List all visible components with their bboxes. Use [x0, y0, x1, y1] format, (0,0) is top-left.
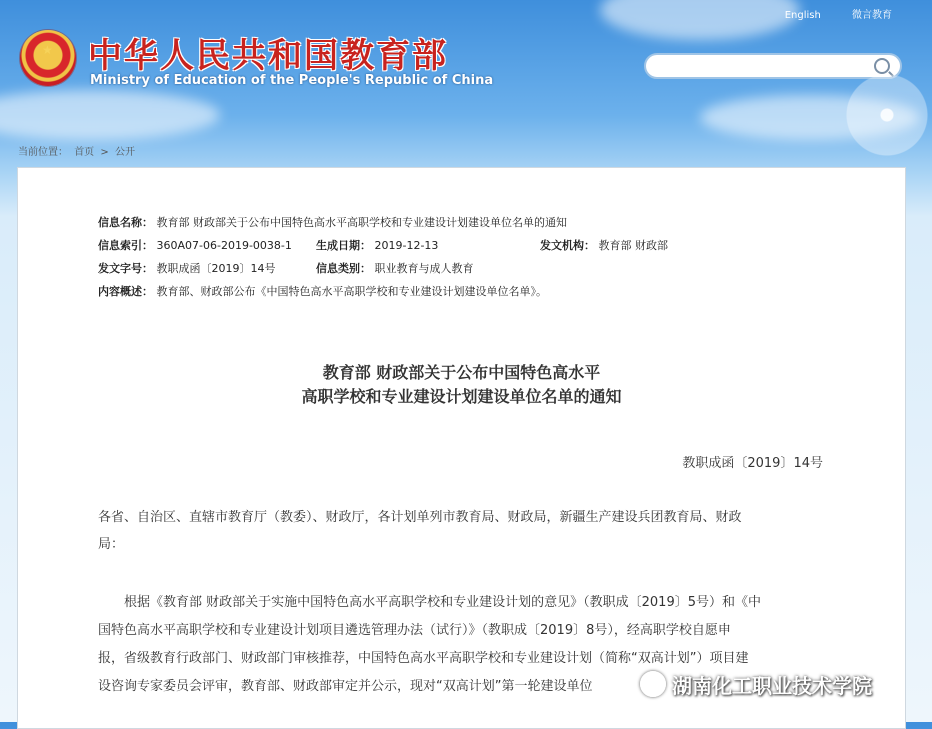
- document-title-line-1: 教育部 财政部关于公布中国特色高水平: [322, 363, 601, 382]
- addressee-line-1: 各省、自治区、直辖市教育厅（教委）、财政厅，各计划单列市教育局、财政局，新疆生产建设兵团教育局、财政: [98, 510, 742, 525]
- meta-value: 职业教育与成人教育: [374, 262, 474, 275]
- paragraph-line-3: 报，省级教育行政部门、财政部门审核推荐，中国特色高水平高职学校和专业建设计划（简称“双高计划”）项目建: [98, 651, 749, 666]
- dandelion-decoration: [842, 70, 932, 160]
- breadcrumb-prefix: 当前位置：: [18, 147, 68, 158]
- cloud-decoration: [0, 90, 220, 140]
- meta-value: 教职成函〔2019〕14号: [156, 262, 276, 275]
- top-links: [757, 6, 892, 21]
- addressee-line-2: 局：: [98, 537, 125, 552]
- watermark: [640, 670, 872, 699]
- breadcrumb-separator: >: [100, 147, 109, 158]
- breadcrumb-home[interactable]: 首页: [74, 147, 95, 158]
- meta-value: 教育部 财政部关于公布中国特色高水平高职学校和专业建设计划建设单位名单的通知: [156, 216, 567, 229]
- weiyan-link[interactable]: 微言教育: [852, 10, 892, 21]
- breadcrumb: [18, 143, 138, 158]
- meta-row-docno: [98, 260, 276, 276]
- document-title-line-2: 高职学校和专业建设计划建设单位名单的通知: [301, 387, 622, 406]
- search-box: [644, 53, 902, 79]
- wechat-logo-icon: [640, 671, 666, 697]
- site-subtitle: Ministry of Education of the People's Republic of China: [90, 73, 494, 88]
- paragraph-line-4: 设咨询专家委员会评审，教育部、财政部审定并公示，现对“双高计划”第一轮建设单位: [98, 679, 593, 694]
- meta-label: 信息类别：: [316, 262, 371, 275]
- document-number: 教职成函〔2019〕14号: [682, 456, 823, 471]
- watermark-text: 湖南化工职业技术学院: [672, 674, 872, 698]
- meta-row-issuer: [540, 237, 668, 253]
- english-link[interactable]: English: [784, 10, 821, 21]
- meta-value: 2019-12-13: [374, 239, 439, 252]
- search-input[interactable]: [656, 56, 880, 78]
- meta-row-date: [316, 237, 438, 253]
- paragraph-line-2: 国特色高水平高职学校和专业建设计划项目遴选管理办法（试行）》（教职成〔2019〕8号），经高职学校自愿申: [98, 623, 731, 638]
- meta-label: 生成日期：: [316, 239, 371, 252]
- meta-label: 信息索引：: [98, 239, 153, 252]
- meta-value: 教育部、财政部公布《中国特色高水平高职学校和专业建设计划建设单位名单》。: [156, 285, 547, 298]
- meta-row-index: [98, 237, 292, 253]
- meta-row-name: [98, 214, 567, 230]
- national-emblem-icon[interactable]: ★: [20, 30, 76, 86]
- meta-label: 发文字号：: [98, 262, 153, 275]
- meta-value: 教育部 财政部: [598, 239, 668, 252]
- meta-row-category: [316, 260, 474, 276]
- site-header: [0, 0, 932, 140]
- breadcrumb-public[interactable]: 公开: [114, 147, 135, 158]
- meta-label: 内容概述：: [98, 285, 153, 298]
- meta-label: 发文机构：: [540, 239, 595, 252]
- meta-value: 360A07-06-2019-0038-1: [156, 239, 292, 252]
- paragraph-line-1: 根据《教育部 财政部关于实施中国特色高水平高职学校和专业建设计划的意见》（教职成〔2019〕5号）和《中: [124, 595, 761, 610]
- site-title[interactable]: 中华人民共和国教育部: [88, 36, 448, 76]
- meta-row-summary: [98, 283, 547, 299]
- content-panel: [17, 167, 906, 729]
- meta-label: 信息名称：: [98, 216, 153, 229]
